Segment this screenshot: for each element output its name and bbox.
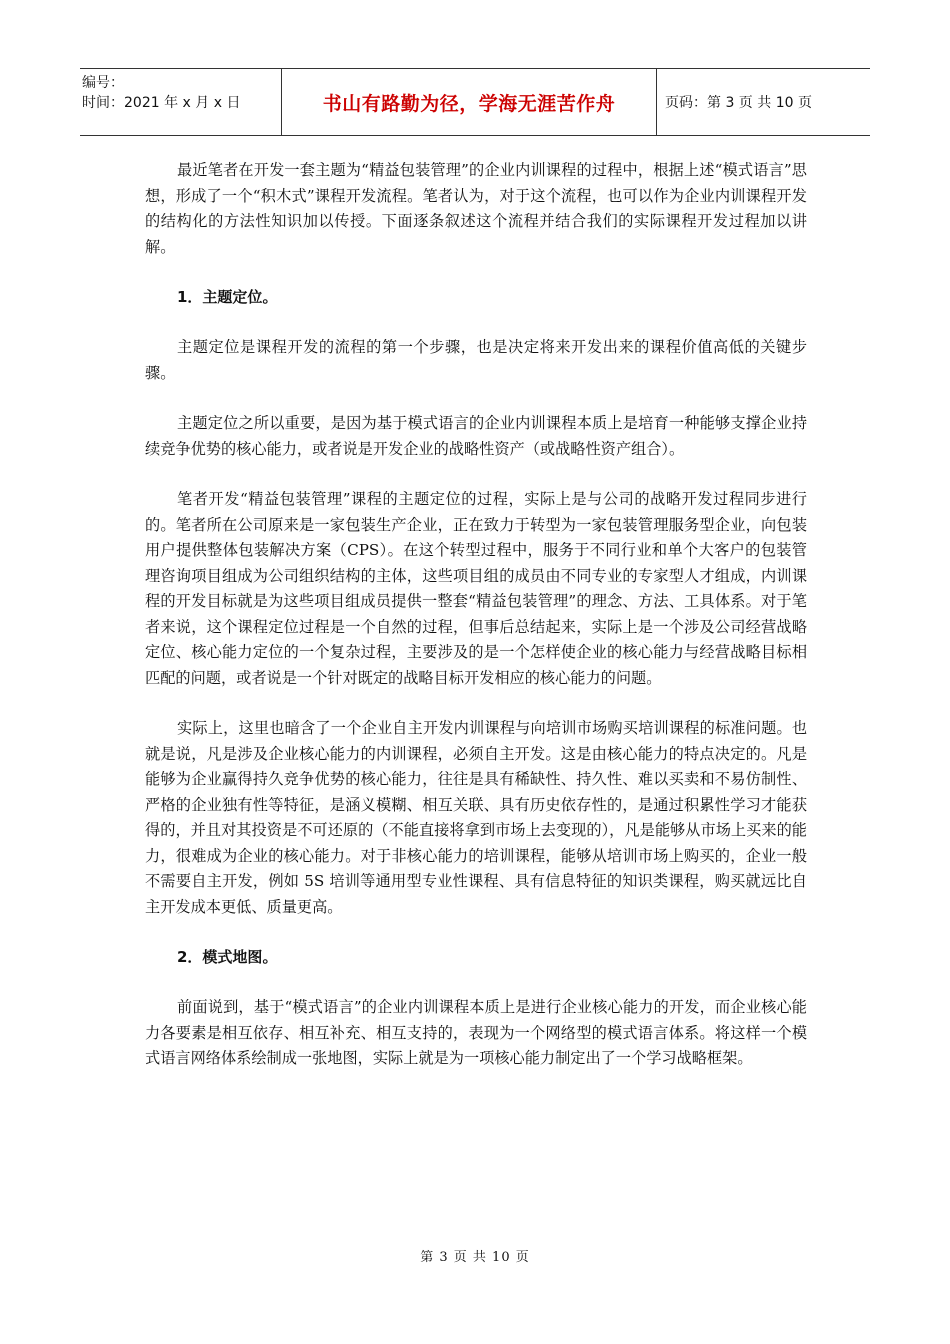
paragraph-2: 主题定位是课程开发的流程的第一个步骤，也是决定将来开发出来的课程价值高低的关键步骤。 xyxy=(145,338,807,382)
paragraph-6: 前面说到，基于“模式语言”的企业内训课程本质上是进行企业核心能力的开发，而企业核心能力各要素是相互依存、相互补充、相互支持的，表现为一个网络型的模式语言体系。将这样一个模式语言网络体系绘制成一张地图，实际上就是为一项核心能力制定出了一个学习战略框架。 xyxy=(145,998,807,1067)
header-table xyxy=(80,68,870,136)
header-page-label: 页码：第 3 页 共 10 页 xyxy=(665,95,812,111)
header-meta xyxy=(80,69,282,135)
paragraph-3: 主题定位之所以重要，是因为基于模式语言的企业内训课程本质上是培育一种能够支撑企业持续竞争优势的核心能力，或者说是开发企业的战略性资产（或战略性资产组合）。 xyxy=(145,414,807,458)
document-body xyxy=(145,158,807,1097)
header-motto: 书山有路勤为径，学海无涯苦作舟 xyxy=(282,69,657,135)
paragraph-5: 实际上，这里也暗含了一个企业自主开发内训课程与向培训市场购买培训课程的标准问题。也就是说，凡是涉及企业核心能力的内训课程，必须自主开发。这是由核心能力的特点决定的。凡是能够为企业赢得持久竞争优势的核心能力，往往是具有稀缺性、持久性、难以买卖和不易仿制性、严格的企业独有性等特征，是涵义模糊、相互关联、具有历史依存性的，是通过积累性学习才能获得的，并且对其投资是不可还原的（不能直接将拿到市场上去变现的），凡是能够从市场上买来的能力，很难成为企业的核心能力。对于非核心能力的培训课程，能够从培训市场上购买的，企业一般不需要自主开发，例如 5S 培训等通用型专业性课程、具有信息特征的知识类课程，购买就远比自主开发成本更低、质量更高。 xyxy=(145,719,807,916)
section-heading-1: 1．主题定位。 xyxy=(177,288,278,306)
page-footer: 第 3 页 共 10 页 xyxy=(420,1250,530,1265)
paragraph-4: 笔者开发“精益包装管理”课程的主题定位的过程，实际上是与公司的战略开发过程同步进行的。笔者所在公司原来是一家包装生产企业，正在致力于转型为一家包装管理服务型企业，向包装用户提供整体包装解决方案（CPS）。在这个转型过程中，服务于不同行业和单个大客户的包装管理咨询项目组成为公司组织结构的主体，这些项目组的成员由不同专业的专家型人才组成，内训课程的开发目标就是为这些项目组成员提供一整套“精益包装管理”的理念、方法、工具体系。对于笔者来说，这个课程定位过程是一个自然的过程，但事后总结起来，实际上是一个涉及公司经营战略定位、核心能力定位的一个复杂过程，主要涉及的是一个怎样使企业的核心能力与经营战略目标相匹配的问题，或者说是一个针对既定的战略目标开发相应的核心能力的问题。 xyxy=(145,490,807,687)
section-heading-2: 2．模式地图。 xyxy=(177,948,278,966)
date-label: 时间：2021 年 x 月 x 日 xyxy=(82,95,241,111)
paragraph-intro: 最近笔者在开发一套主题为“精益包装管理”的企业内训课程的过程中，根据上述“模式语言”思想，形成了一个“积木式”课程开发流程。笔者认为，对于这个流程，也可以作为企业内训课程开发的结构化的方法性知识加以传授。下面逐条叙述这个流程并结合我们的实际课程开发过程加以讲解。 xyxy=(145,161,807,256)
code-label: 编号： xyxy=(82,75,124,91)
